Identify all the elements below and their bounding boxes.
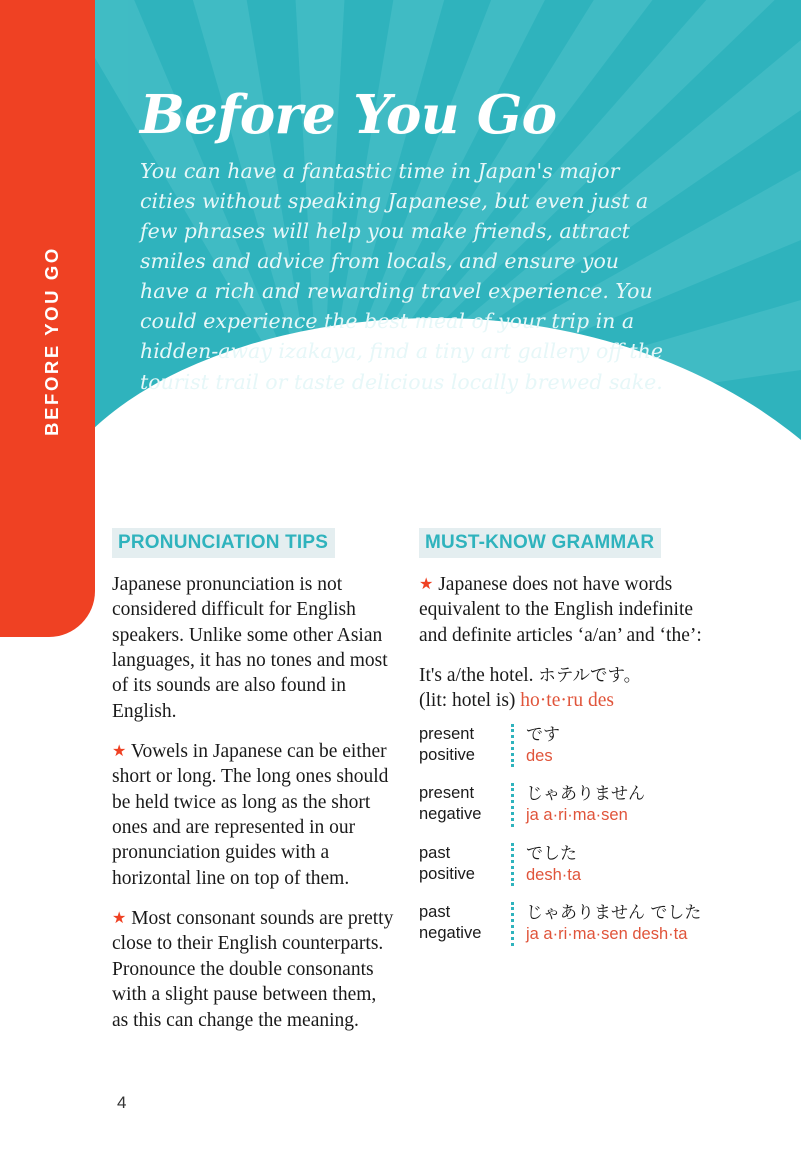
row-romaji: desh·ta	[526, 865, 582, 884]
grammar-conjugation-table	[419, 724, 702, 946]
table-row	[419, 724, 702, 768]
table-row	[419, 783, 702, 827]
page-number: 4	[117, 1093, 127, 1112]
column-pronunciation-tips	[112, 528, 395, 1048]
row-label: past negative	[419, 903, 482, 943]
pronunciation-paragraph-2	[112, 739, 395, 891]
star-icon: ★	[112, 910, 127, 928]
grammar-example	[419, 663, 702, 714]
table-row	[419, 902, 702, 946]
row-kana: じゃありません でした	[526, 903, 702, 924]
example-english: It's a/the hotel.	[419, 665, 534, 687]
row-label: present negative	[419, 784, 482, 824]
column-must-know-grammar	[419, 528, 702, 1048]
content-columns	[112, 528, 712, 1048]
row-label: present positive	[419, 724, 475, 764]
star-icon: ★	[112, 743, 127, 761]
row-kana: じゃありません	[526, 784, 645, 805]
side-tab	[0, 0, 95, 637]
page-intro-text: You can have a fantastic time in Japan's major cities without speaking Japanese, but even just a few phrases will help you make friends, attract smiles and advice from locals, and ensure you have a rich and rewarding travel experience. You could experience the best meal of your trip in a hidden-away izakaya, find a tiny art gallery off the tourist trail or taste delicious locally brewed sake.	[140, 158, 663, 394]
row-kana: です	[526, 724, 560, 745]
table-row	[419, 843, 702, 887]
pronunciation-paragraph-2-text: Vowels in Japanese can be either short or long. The long ones should be held twice as long as the short ones and are represented in our pronunciation guides with a horizontal line on top of them.	[112, 741, 389, 889]
example-kana: ホテルです。	[538, 666, 642, 687]
row-kana: でした	[526, 843, 577, 864]
must-know-grammar-heading: MUST-KNOW GRAMMAR	[419, 528, 661, 558]
example-romaji: ho·te·ru des	[520, 690, 614, 712]
row-romaji: des	[526, 746, 553, 765]
pronunciation-paragraph-3	[112, 906, 395, 1033]
pronunciation-tips-heading: PRONUNCIATION TIPS	[112, 528, 335, 558]
page-title: Before You Go	[140, 84, 557, 146]
row-label: past positive	[419, 843, 475, 883]
grammar-intro-paragraph	[419, 572, 702, 648]
row-romaji: ja a·ri·ma·sen desh·ta	[526, 925, 688, 944]
grammar-intro-text: Japanese does not have words equivalent to the English indefinite and definite articles ‘a/an’ and ‘the’:	[419, 574, 702, 646]
pronunciation-paragraph-1: Japanese pronunciation is not considered difficult for English speakers. Unlike some other Asian languages, it has no tones and most of its sounds are also found in English.	[112, 574, 388, 722]
example-literal: (lit: hotel is)	[419, 690, 516, 712]
pronunciation-paragraph-3-text: Most consonant sounds are pretty close to their English counterparts. Pronounce the double consonants with a slight pause between them, as this can change the meaning.	[112, 908, 394, 1031]
star-icon: ★	[419, 576, 434, 593]
row-romaji: ja a·ri·ma·sen	[526, 806, 628, 825]
side-tab-label: BEFORE YOU GO	[41, 246, 62, 436]
